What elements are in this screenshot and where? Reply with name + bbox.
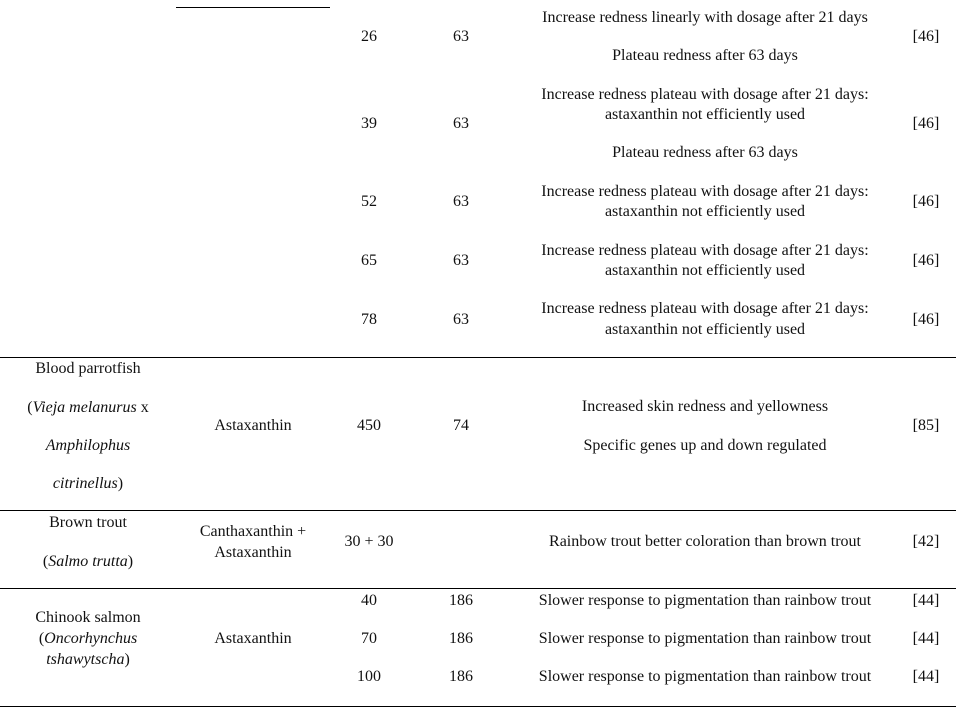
- species-scientific-name: [0, 552, 176, 572]
- table-cell-pigment: Canthaxanthin +: [199, 523, 307, 540]
- table-cell-ref: [46]: [912, 311, 940, 328]
- table-cell-days: 63: [453, 115, 469, 132]
- table-cell-days: 63: [453, 311, 469, 328]
- table-cell-ref: [85]: [912, 417, 940, 434]
- table-cell-effect: astaxanthin not efficiently used: [604, 321, 806, 338]
- paren-close: ): [117, 475, 124, 492]
- paren-close: ): [127, 553, 134, 570]
- table-cell-ref: [44]: [912, 630, 940, 647]
- row-divider: [0, 588, 956, 589]
- table-cell-effect: Rainbow trout better coloration than brown trout: [549, 533, 861, 550]
- paren-close: ): [124, 651, 130, 668]
- table-cell-days: 63: [453, 252, 469, 269]
- table-cell-effect: astaxanthin not efficiently used: [604, 203, 806, 220]
- species-scientific-name: [0, 398, 176, 418]
- table-cell-effect: Slower response to pigmentation than rainbow trout: [538, 668, 872, 685]
- table-cell-effect: Plateau redness after 63 days: [612, 144, 798, 161]
- table-cell-effect: Increase redness plateau with dosage after 21 days:: [541, 86, 869, 103]
- table-cell-effect: Increased skin redness and yellowness: [581, 398, 829, 415]
- row-divider: [0, 706, 956, 707]
- table-cell-ref: [46]: [912, 193, 940, 210]
- species-scientific-name: [0, 474, 176, 494]
- scientific-name-part: Oncorhynchus: [44, 630, 138, 647]
- table-cell-effect: astaxanthin not efficiently used: [604, 262, 806, 279]
- table-cell-effect: Increase redness plateau with dosage after 21 days:: [541, 242, 869, 259]
- table-cell-dose: 450: [357, 417, 381, 434]
- scientific-name-part: Amphilophus: [45, 437, 131, 454]
- table-cell-days: 63: [453, 28, 469, 45]
- scientific-name-part: Salmo trutta: [48, 553, 128, 570]
- paren-open: (: [27, 399, 33, 416]
- table-cell-pigment: Astaxanthin: [214, 630, 292, 647]
- table-cell-ref: [46]: [912, 252, 940, 269]
- species-scientific-name: [0, 629, 176, 649]
- table-cell-days: 74: [453, 417, 469, 434]
- table-cell-effect: Specific genes up and down regulated: [583, 437, 827, 454]
- table-cell-effect: Plateau redness after 63 days: [612, 47, 798, 64]
- species-scientific-name: [0, 436, 176, 456]
- table-cell-pigment: Astaxanthin: [214, 417, 292, 434]
- table-cell-effect: astaxanthin not efficiently used: [604, 106, 806, 123]
- row-divider: [0, 357, 956, 358]
- table-cell-effect: Slower response to pigmentation than rainbow trout: [538, 630, 872, 647]
- table-cell-dose: 40: [361, 592, 377, 609]
- table-cell-dose: 100: [357, 668, 381, 685]
- table-cell-dose: 30 + 30: [344, 533, 394, 550]
- table-cell-effect: Increase redness plateau with dosage after 21 days:: [541, 300, 869, 317]
- table-cell-effect: Increase redness linearly with dosage after 21 days: [542, 9, 868, 26]
- table-cell-pigment: Astaxanthin: [214, 544, 292, 561]
- top-partial-rule: [176, 7, 330, 8]
- table-cell-ref: [44]: [912, 668, 940, 685]
- table-cell-dose: 78: [361, 311, 377, 328]
- table-cell-ref: [42]: [912, 533, 940, 550]
- paren-open: (: [38, 630, 45, 647]
- table-cell-days: 186: [449, 592, 473, 609]
- species-name: Brown trout: [49, 514, 127, 531]
- table-cell-dose: 26: [361, 28, 377, 45]
- scientific-name-part: tshawytscha: [46, 651, 125, 668]
- species-name: Blood parrotfish: [35, 360, 141, 377]
- table-cell-days: 186: [449, 630, 473, 647]
- table-cell-ref: [44]: [912, 592, 940, 609]
- table-cell-dose: 70: [361, 630, 377, 647]
- paren-open: (: [42, 553, 49, 570]
- table-cell-dose: 52: [361, 193, 377, 210]
- table-cell-dose: 65: [361, 252, 377, 269]
- table-cell-days: 63: [453, 193, 469, 210]
- table-cell-ref: [46]: [912, 115, 940, 132]
- table-cell-ref: [46]: [912, 28, 940, 45]
- scientific-name-part: citrinellus: [52, 475, 118, 492]
- species-name: Chinook salmon: [35, 609, 141, 626]
- hybrid-cross: x: [136, 399, 149, 416]
- table-cell-dose: 39: [361, 115, 377, 132]
- table-cell-days: 186: [449, 668, 473, 685]
- scientific-name-part: Vieja melanurus: [32, 399, 137, 416]
- table-cell-effect: Increase redness plateau with dosage after 21 days:: [541, 183, 869, 200]
- row-divider: [0, 510, 956, 511]
- table-cell-effect: Slower response to pigmentation than rainbow trout: [538, 592, 872, 609]
- species-scientific-name: [0, 650, 176, 670]
